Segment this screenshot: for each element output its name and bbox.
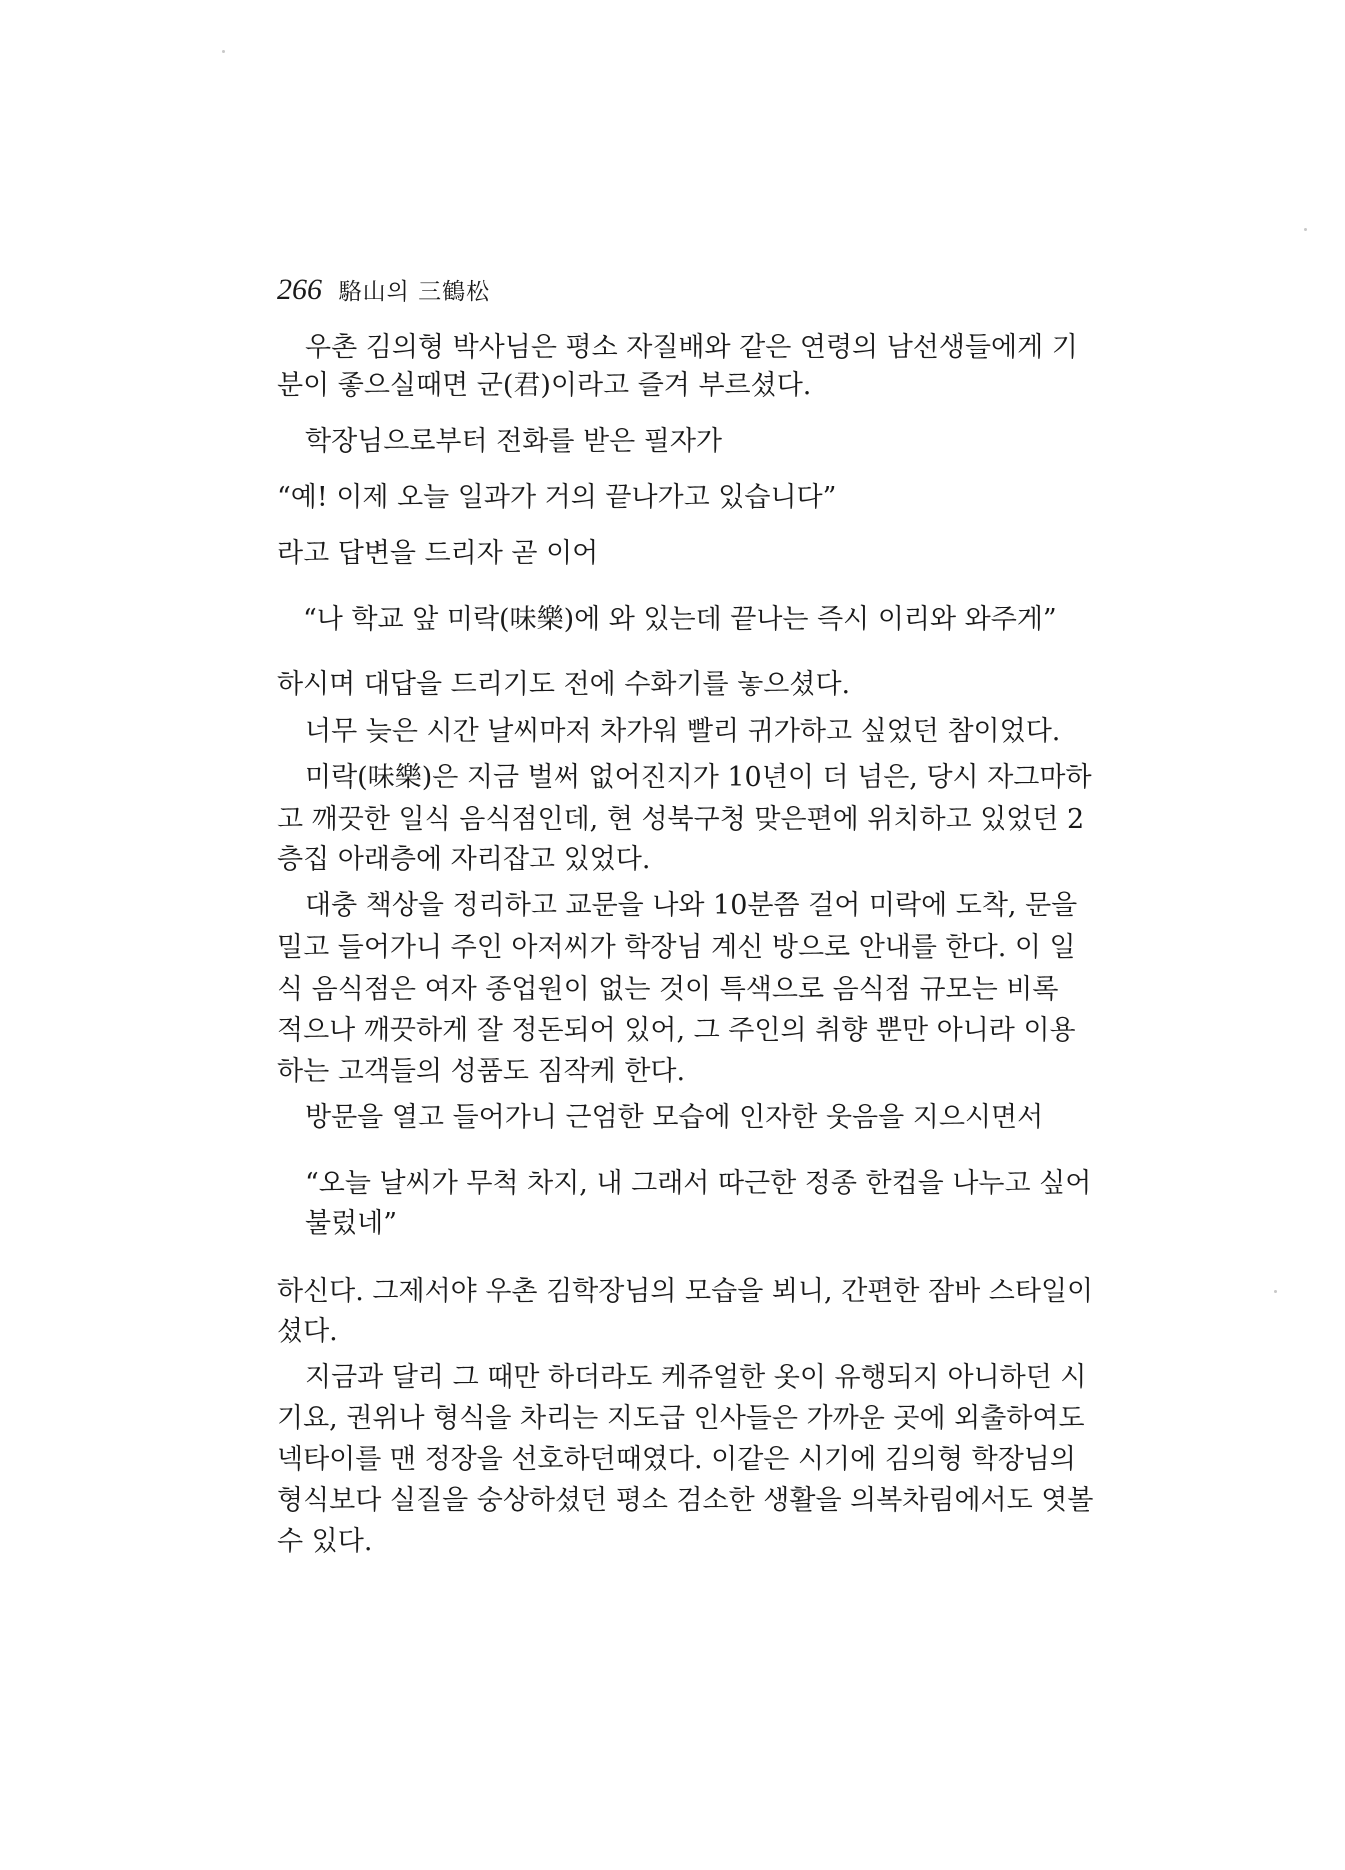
text-line: 하시며 대답을 드리기도 전에 수화기를 놓으셨다.	[277, 669, 851, 700]
text-line: 밀고 들어가니 주인 아저씨가 학장님 계신 방으로 안내를 한다. 이 일	[277, 932, 1076, 963]
text-line: 수 있다.	[277, 1526, 373, 1557]
text-line: 셨다.	[277, 1316, 338, 1347]
page-header	[277, 272, 490, 310]
quote-line: 불렀네”	[305, 1208, 398, 1239]
quote-line: “나 학교 앞 미락(味樂)에 와 있는데 끝나는 즉시 이리와 와주게”	[303, 604, 1057, 635]
text-line: 식 음식점은 여자 종업원이 없는 것이 특색으로 음식점 규모는 비록	[277, 974, 1059, 1005]
text-line: 지금과 달리 그 때만 하더라도 케쥬얼한 옷이 유행되지 아니하던 시	[305, 1362, 1087, 1393]
text-line: 고 깨끗한 일식 음식점인데, 현 성북구청 맞은편에 위치하고 있었던 2	[277, 804, 1085, 835]
running-title: 駱山의 三鶴松	[338, 279, 491, 305]
text-line: 미락(味樂)은 지금 벌써 없어진지가 10년이 더 넘은, 당시 자그마하	[305, 762, 1092, 793]
scan-speck	[1304, 228, 1307, 231]
text-line: 라고 답변을 드리자 곧 이어	[277, 538, 599, 569]
text-line: 넥타이를 맨 정장을 선호하던때였다. 이같은 시기에 김의형 학장님의	[277, 1444, 1076, 1475]
text-line: 분이 좋으실때면 군(君)이라고 즐겨 부르셨다.	[277, 370, 812, 401]
quote-line: “예! 이제 오늘 일과가 거의 끝나가고 있습니다”	[277, 482, 837, 513]
text-line: 적으나 깨끗하게 잘 정돈되어 있어, 그 주인의 취향 뿐만 아니라 이용	[277, 1015, 1076, 1046]
scan-speck	[1274, 1290, 1277, 1293]
scan-speck	[222, 50, 225, 53]
text-line: 방문을 열고 들어가니 근엄한 모습에 인자한 웃음을 지으시면서	[305, 1102, 1044, 1133]
text-line: 너무 늦은 시간 날씨마저 차가워 빨리 귀가하고 싶었던 참이었다.	[305, 716, 1061, 747]
text-line: 우촌 김의형 박사님은 평소 자질배와 같은 연령의 남선생들에게 기	[305, 332, 1078, 363]
text-line: 학장님으로부터 전화를 받은 필자가	[305, 426, 722, 457]
text-line: 하신다. 그제서야 우촌 김학장님의 모습을 뵈니, 간편한 잠바 스타일이	[277, 1276, 1094, 1307]
text-line: 하는 고객들의 성품도 짐작케 한다.	[277, 1056, 686, 1087]
page-number: 266	[277, 273, 322, 306]
text-line: 형식보다 실질을 숭상하셨던 평소 검소한 생활을 의복차림에서도 엿볼	[277, 1485, 1094, 1516]
text-line: 대충 책상을 정리하고 교문을 나와 10분쯤 걸어 미락에 도착, 문을	[305, 890, 1078, 921]
text-line: 기요, 권위나 형식을 차리는 지도급 인사들은 가까운 곳에 외출하여도	[277, 1403, 1085, 1434]
quote-line: “오늘 날씨가 무척 차지, 내 그래서 따근한 정종 한컵을 나누고 싶어	[305, 1168, 1092, 1199]
text-line: 층집 아래층에 자리잡고 있었다.	[277, 844, 651, 875]
